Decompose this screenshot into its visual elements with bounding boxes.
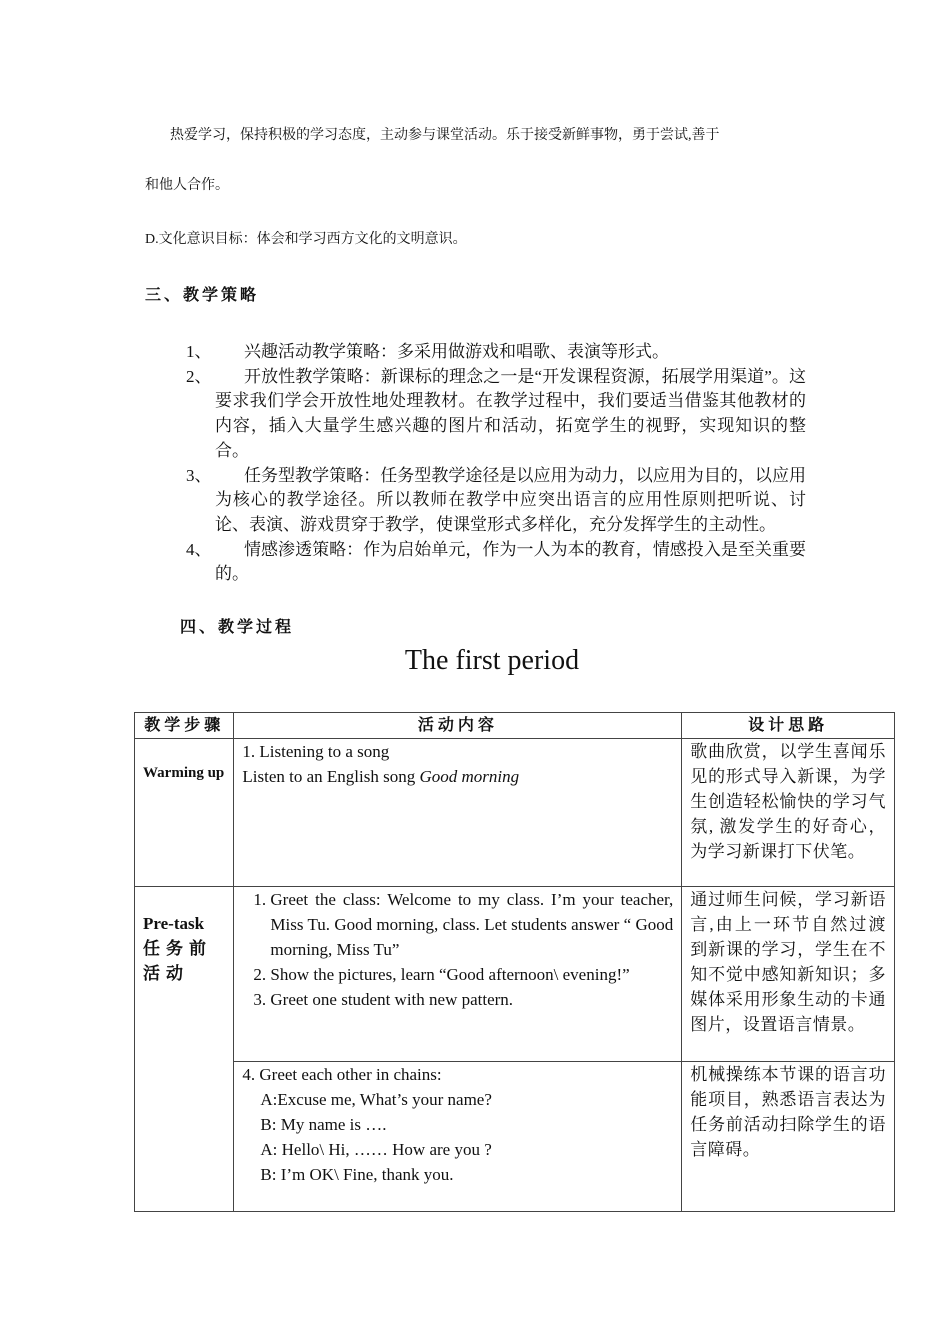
design-pretask-2: 机械操练本节课的语言功能项目，熟悉语言表达为任务前活动扫除学生的语言障碍。 (682, 1062, 895, 1212)
section3-heading: 三、教学策略 (145, 287, 260, 304)
table-row (135, 887, 895, 1062)
list-item (186, 538, 806, 587)
list-item: 3. Greet one student with new pattern. (270, 987, 673, 1012)
header-design: 设计思路 (682, 713, 895, 739)
table-row (135, 739, 895, 887)
step-warming (135, 739, 234, 887)
header-step: 教学步骤 (135, 713, 234, 739)
list-item-num: 3、 (186, 465, 212, 485)
step-warming-label: Warming up (143, 765, 225, 781)
section4-heading: 四、教学过程 (180, 619, 295, 636)
list-item (186, 340, 806, 365)
design-warming: 歌曲欣赏，以学生喜闻乐见的形式导入新课，为学生创造轻松愉快的学习气氛, 激发学生的好奇心，为学习新课打下伏笔。 (682, 739, 895, 887)
activity-warming (234, 739, 682, 887)
intro-para-line1: 热爱学习，保持积极的学习态度，主动参与课堂活动。乐于接受新鲜事物，勇于尝试,善于 (170, 128, 720, 143)
chain-line: B: I’m OK\ Fine, thank you. (260, 1165, 454, 1184)
list-item-num: 4、 (186, 539, 212, 559)
period-title: The first period (404, 645, 580, 676)
strategy-list (186, 340, 806, 587)
activity-line: 1. Listening to a song (242, 742, 390, 761)
chain-line: A: Hello\ Hi, …… How are you ? (260, 1140, 492, 1159)
list-item-text-body: 情感渗透策略：作为启始单元，作为一人为本的教育，情感投入是至关重要的。 (215, 539, 806, 584)
list-item-text-body: 任务型教学策略：任务型教学途径是以应用为动力，以应用为目的，以应用为核心的教学途径。所以教师在教学中应突出语言的应用性原则把听说、讨论、表演、游戏贯穿于教学，使课堂形式多样化，充分发挥学生的主动性。 (215, 465, 806, 534)
step-pretask-cn: 任务前活动 (143, 939, 212, 983)
list-item-text (215, 464, 806, 538)
intro-para-line2: 和他人合作。 (145, 178, 229, 193)
chain-line: A:Excuse me, What’s your name? (260, 1090, 492, 1109)
table-header-row (135, 713, 895, 739)
list-item: 1. Greet the class: Welcome to my class. I’m your teacher, Miss Tu. Good morning, class. Let students answer “ Good morning, Miss Tu” (270, 887, 673, 962)
list-item-text: 兴趣活动教学策略：多采用做游戏和唱歌、表演等形式。 (244, 342, 669, 361)
list-item-text-body: 开放性教学策略：新课标的理念之一是“开发课程资源，拓展学用渠道”。这要求我们学会开放性地处理教材。在教学过程中，我们要适当借鉴其他教材的内容，插入大量学生感兴趣的图片和活动，拓宽学生的视野，实现知识的整合。 (215, 366, 806, 460)
list-item-num: 1、 (186, 342, 212, 361)
list-item: 2. Show the pictures, learn “Good afternoon\ evening!” (270, 962, 673, 987)
step-pretask (135, 887, 234, 1212)
list-item-text (215, 365, 806, 464)
lesson-table (134, 712, 895, 1212)
list-item-num: 2、 (186, 366, 212, 386)
song-title: Good morning (419, 767, 520, 786)
chain-line: B: My name is …. (260, 1115, 387, 1134)
table-row (135, 1062, 895, 1212)
activity-line (242, 764, 673, 789)
activity-chain (234, 1062, 682, 1212)
design-pretask-1: 通过师生问候，学习新语言,由上一环节自然过渡到新课的学习，学生在不知不觉中感知新知识；多媒体采用形象生动的卡通图片，设置语言情景。 (682, 887, 895, 1062)
list-item (186, 464, 806, 538)
list-item (186, 365, 806, 464)
pretask-list (242, 887, 673, 1012)
header-activity: 活动内容 (234, 713, 682, 739)
activity-pretask (234, 887, 682, 1062)
step-pretask-en: Pre-task (143, 914, 205, 933)
list-item-text (215, 538, 806, 587)
chain-title: 4. Greet each other in chains: (242, 1065, 442, 1084)
culture-goal: D.文化意识目标：体会和学习西方文化的文明意识。 (145, 232, 467, 247)
activity-text: Listen to an English song (242, 767, 420, 786)
